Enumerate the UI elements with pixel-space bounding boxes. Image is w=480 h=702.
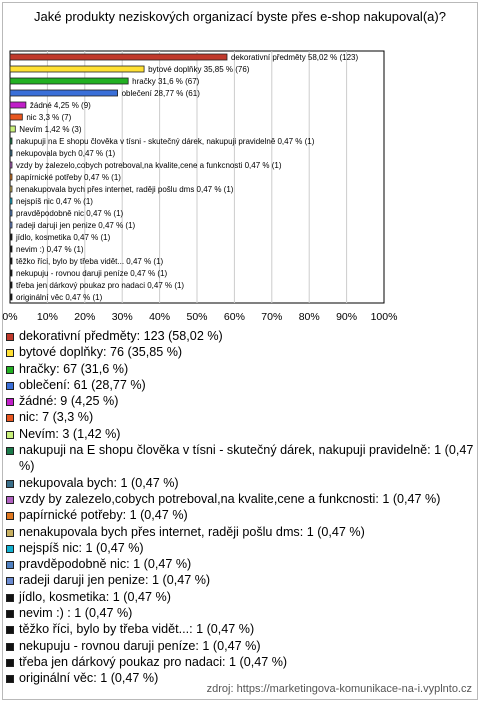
legend-item (6, 638, 474, 654)
legend-item (6, 654, 474, 670)
x-tick-label: 60% (223, 311, 245, 323)
legend-swatch (6, 398, 14, 406)
bar-chart (0, 0, 480, 330)
legend-swatch (6, 675, 14, 683)
legend-item (6, 361, 474, 377)
legend-item (6, 475, 474, 491)
legend-label: Nevím: 3 (1,42 %) (19, 426, 121, 441)
bar-label: třeba jen dárkový poukaz pro nadaci 0,47 % (1) (16, 281, 185, 290)
legend-label: třeba jen dárkový poukaz pro nadaci: 1 (0,47 %) (19, 654, 288, 669)
bar-label: nekupovala bych 0,47 % (1) (16, 149, 116, 158)
bar (10, 258, 12, 264)
legend-swatch (6, 382, 14, 390)
bar (10, 138, 12, 144)
bar-label: nic 3,3 % (7) (26, 113, 72, 122)
legend-swatch (6, 594, 14, 602)
bar (10, 294, 12, 300)
legend-swatch (6, 366, 14, 374)
legend-swatch (6, 545, 14, 553)
legend-item (6, 491, 474, 507)
chart-title: Jaké produkty neziskových organizací byste přes e-shop nakupoval(a)? (34, 9, 446, 24)
legend-swatch (6, 626, 14, 634)
legend-label: radeji daruji jen penize: 1 (0,47 %) (19, 573, 211, 588)
legend-swatch (6, 610, 14, 618)
bar-label: dekorativní předměty 58,02 % (123) (230, 53, 359, 62)
legend-label: nekupuju - rovnou daruji peníze: 1 (0,47 %) (19, 638, 261, 653)
bar (10, 282, 12, 288)
legend-item (6, 572, 474, 588)
bar (10, 66, 144, 72)
bar (10, 234, 12, 240)
bar-label: vzdy by zalezelo,cobych potreboval,na kvalite,cene a funkcnosti 0,47 % (1) (16, 161, 282, 170)
bar-label: nekupuju - rovnou daruji peníze 0,47 % (1) (16, 269, 168, 278)
legend (6, 328, 474, 687)
legend-item (6, 621, 474, 637)
legend-swatch (6, 496, 14, 504)
legend-label: papírnické potřeby: 1 (0,47 %) (19, 508, 188, 523)
legend-label: nevim :) : 1 (0,47 %) (19, 606, 133, 621)
bar (10, 198, 12, 204)
legend-swatch (6, 333, 14, 341)
bar (10, 270, 12, 276)
bar (10, 102, 26, 108)
bar-label: oblečení 28,77 % (61) (121, 89, 200, 98)
legend-swatch (6, 480, 14, 488)
bar-label: žádné 4,25 % (9) (29, 101, 91, 110)
bar-label: nakupuji na E shopu člověka v tísni - skutečný dárek, nakupuji pravidelně 0,47 % (1) (16, 137, 315, 146)
bar-label: Nevím 1,42 % (3) (19, 125, 82, 134)
legend-swatch (6, 577, 14, 585)
x-tick-label: 70% (261, 311, 283, 323)
bar-label: bytové doplňky 35,85 % (76) (148, 65, 250, 74)
bar-label: nejspíš nic 0,47 % (1) (16, 197, 93, 206)
legend-swatch (6, 414, 14, 422)
legend-swatch (6, 349, 14, 357)
x-tick-label: 30% (111, 311, 133, 323)
legend-swatch (6, 431, 14, 439)
legend-item (6, 393, 474, 409)
bar (10, 186, 12, 192)
legend-item (6, 344, 474, 360)
bar-label: papírnické potřeby 0,47 % (1) (16, 173, 121, 182)
bar (10, 246, 12, 252)
legend-label: vzdy by zalezelo,cobych potreboval,na kvalite,cene a funkcnosti: 1 (0,47 %) (19, 491, 441, 506)
bar-label: těžko říci, bylo by třeba vidět... 0,47 % (1) (16, 257, 164, 266)
legend-label: bytové doplňky: 76 (35,85 %) (19, 345, 183, 360)
bar-label: originální věc 0,47 % (1) (16, 293, 103, 302)
legend-label: nejspíš nic: 1 (0,47 %) (19, 540, 144, 555)
legend-label: nic: 7 (3,3 %) (19, 410, 94, 425)
bar (10, 162, 12, 168)
legend-item (6, 328, 474, 344)
legend-label: dekorativní předměty: 123 (58,02 %) (19, 329, 223, 343)
x-tick-label: 80% (298, 311, 320, 323)
legend-item (6, 605, 474, 621)
legend-swatch (6, 529, 14, 537)
x-tick-label: 0% (2, 311, 18, 323)
x-tick-label: 100% (370, 311, 398, 323)
legend-item (6, 426, 474, 442)
bar-label: nevim :) 0,47 % (1) (16, 245, 84, 254)
bar-label: radeji daruji jen penize 0,47 % (1) (16, 221, 136, 230)
bar (10, 114, 22, 120)
legend-label: nenakupovala bych přes internet, raději pošlu dms: 1 (0,47 %) (19, 524, 365, 539)
legend-item (6, 540, 474, 556)
bar (10, 210, 12, 216)
legend-item (6, 409, 474, 425)
legend-swatch (6, 659, 14, 667)
x-tick-label: 90% (336, 311, 358, 323)
bar (10, 78, 128, 84)
legend-item (6, 556, 474, 572)
source-link[interactable]: zdroj: https://marketingova-komunikace-na-i.vyplnto.cz (206, 683, 472, 695)
bar (10, 174, 12, 180)
legend-label: hračky: 67 (31,6 %) (19, 361, 129, 376)
legend-label: pravděpodobně nic: 1 (0,47 %) (19, 557, 192, 572)
legend-item (6, 589, 474, 605)
legend-swatch (6, 561, 14, 569)
bar-label: nenakupovala bych přes internet, raději pošlu dms 0,47 % (1) (16, 185, 234, 194)
x-tick-label: 50% (186, 311, 208, 323)
x-tick-label: 10% (36, 311, 58, 323)
legend-label: nakupuji na E shopu člověka v tísni - skutečný dárek, nakupuji pravidelně: 1 (0,47 %) (19, 443, 474, 474)
bar (10, 222, 12, 228)
bar-label: jídlo, kosmetika 0,47 % (1) (16, 233, 111, 242)
bar (10, 90, 118, 96)
legend-swatch (6, 512, 14, 520)
legend-label: oblečení: 61 (28,77 %) (19, 377, 146, 392)
legend-item (6, 377, 474, 393)
legend-item (6, 507, 474, 523)
legend-label: nekupovala bych: 1 (0,47 %) (19, 475, 179, 490)
legend-swatch (6, 447, 14, 455)
legend-label: těžko říci, bylo by třeba vidět...: 1 (0,47 %) (19, 622, 255, 637)
legend-item (6, 524, 474, 540)
bar (10, 150, 12, 156)
bar-label: hračky 31,6 % (67) (132, 77, 200, 86)
bar-label: pravděpodobně nic 0,47 % (1) (16, 209, 124, 218)
legend-label: jídlo, kosmetika: 1 (0,47 %) (19, 589, 171, 604)
legend-swatch (6, 643, 14, 651)
legend-item (6, 442, 474, 475)
legend-label: originální věc: 1 (0,47 %) (19, 671, 159, 686)
x-tick-label: 40% (149, 311, 171, 323)
x-tick-label: 20% (74, 311, 96, 323)
legend-label: žádné: 9 (4,25 %) (19, 394, 119, 409)
bar (10, 54, 227, 60)
bar (10, 126, 15, 132)
